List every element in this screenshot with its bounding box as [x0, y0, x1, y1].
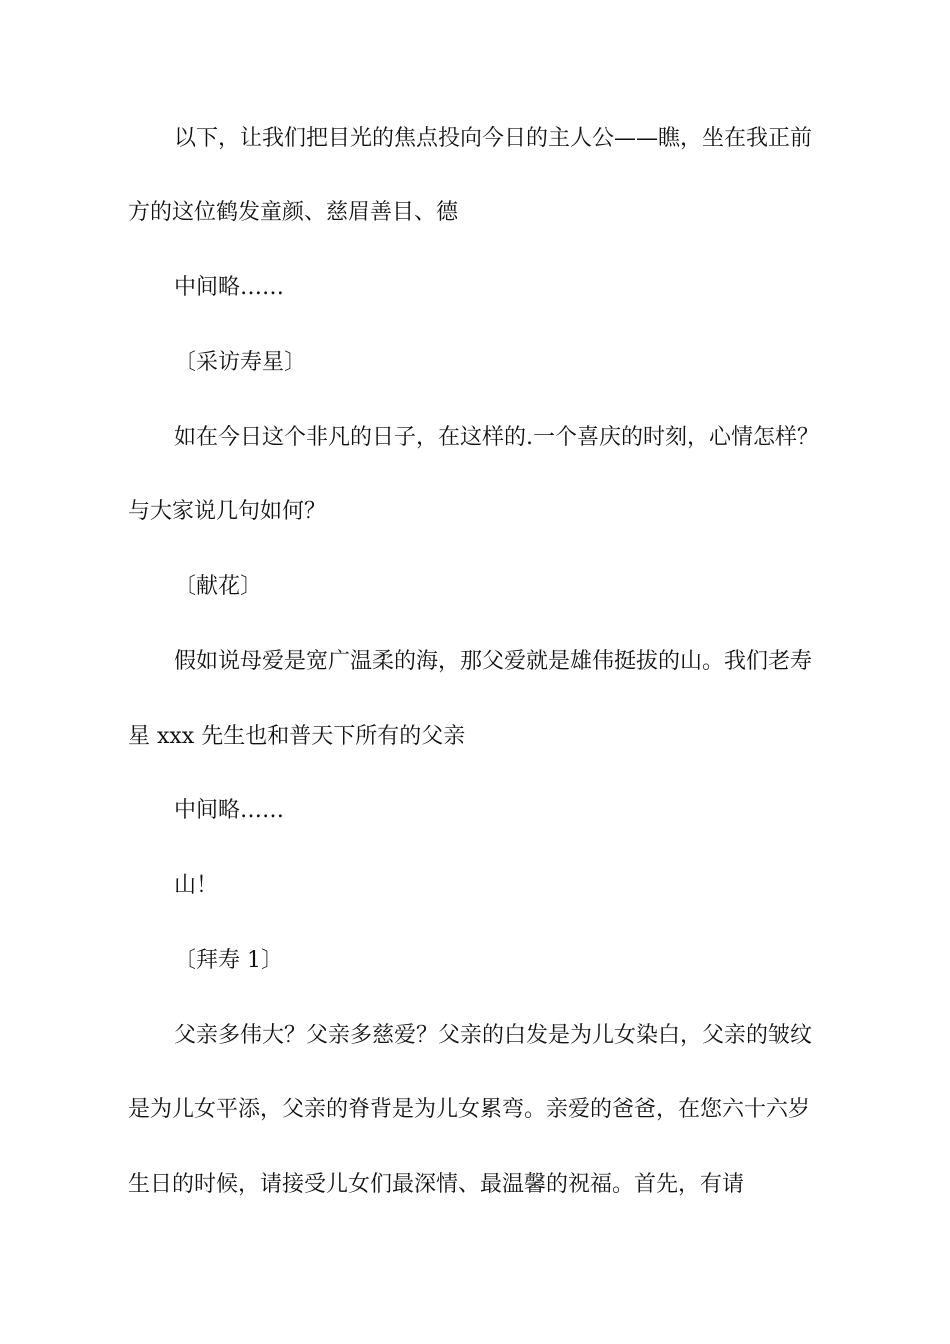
omission-note: 中间略…… [174, 275, 285, 300]
paragraph-line: 星 xxx 先生也和普天下所有的父亲 [128, 724, 466, 749]
paragraph-line: 以下，让我们把目光的焦点投向今日的主人公——瞧，坐在我正前 [174, 126, 813, 151]
section-heading: 〔拜寿 1〕 [174, 948, 283, 973]
paragraph-line: 山！ [174, 873, 219, 898]
section-heading: 〔采访寿星〕 [174, 350, 307, 375]
paragraph-line: 方的这位鹤发童颜、慈眉善目、德 [128, 200, 459, 225]
paragraph-line: 假如说母爱是宽广温柔的海，那父爱就是雄伟挺拔的山。我们老寿 [174, 649, 813, 674]
paragraph-line: 如在今日这个非凡的日子，在这样的.一个喜庆的时刻，心情怎样？ [174, 425, 819, 450]
section-heading: 〔献花〕 [174, 574, 263, 599]
paragraph-line: 与大家说几句如何？ [128, 499, 327, 524]
omission-note: 中间略…… [174, 798, 285, 823]
paragraph-line: 是为儿女平添，父亲的脊背是为儿女累弯。亲爱的爸爸，在您六十六岁 [128, 1097, 811, 1122]
paragraph-line: 生日的时候，请接受儿女们最深情、最温馨的祝福。首先，有请 [128, 1172, 745, 1197]
paragraph-line: 父亲多伟大？父亲多慈爱？父亲的白发是为儿女染白，父亲的皱纹 [174, 1023, 813, 1048]
